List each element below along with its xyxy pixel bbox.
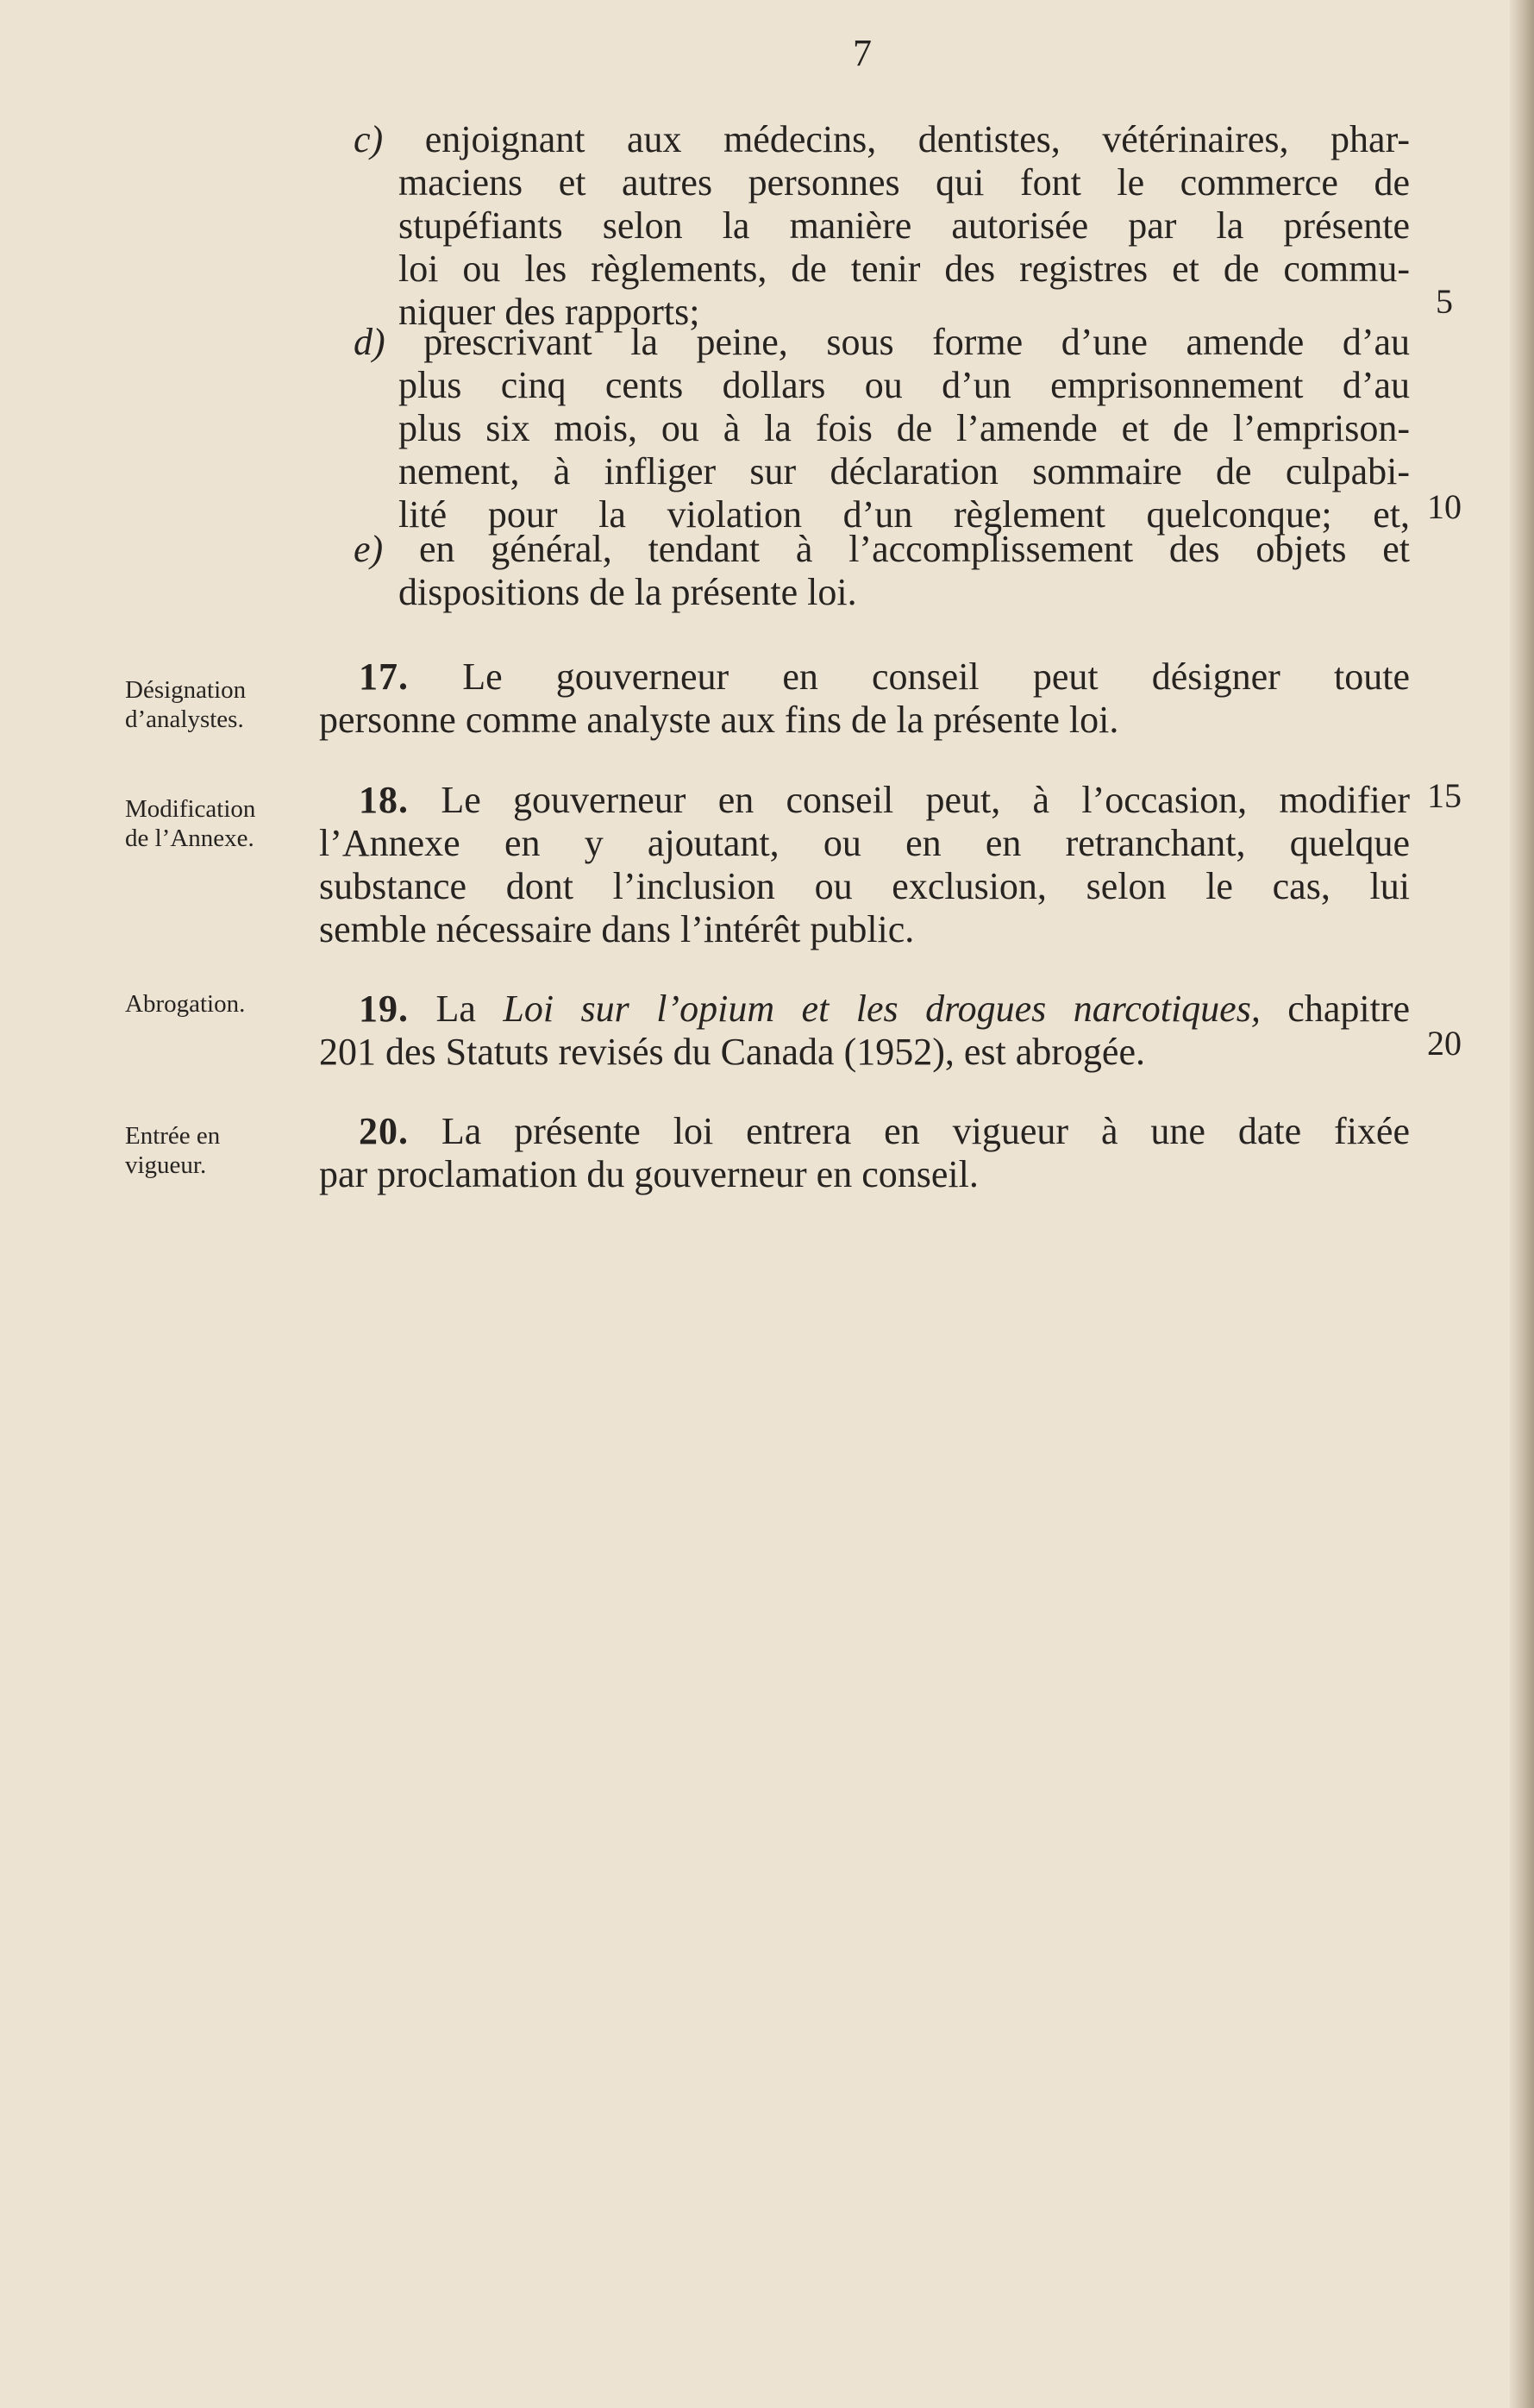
section-number: 17. xyxy=(359,655,409,698)
section-number: 19. xyxy=(359,988,409,1030)
section-line: personne comme analyste aux fins de la présente loi. xyxy=(319,699,1119,741)
clause-line: enjoignant aux médecins, dentistes, vétérinaires, phar- xyxy=(424,118,1410,160)
section-line: l’Annexe en y ajoutant, ou en en retranchant, quelque xyxy=(319,822,1410,864)
section-line: La xyxy=(435,988,504,1030)
clause-line: prescrivant la peine, sous forme d’une amende d’au xyxy=(423,321,1410,363)
clause-line: en général, tendant à l’accomplissement des objets et xyxy=(418,528,1410,570)
line-number: 20 xyxy=(1427,1024,1462,1063)
clause-line: dispositions de la présente loi. xyxy=(398,571,857,613)
section-line: La présente loi entrera en vigueur à une date fixée xyxy=(441,1110,1410,1152)
clause-line: maciens et autres personnes qui font le commerce de xyxy=(398,161,1410,204)
clause-line: niquer des rapports; xyxy=(398,291,700,333)
margin-note-20: Entrée en vigueur. xyxy=(125,1122,221,1179)
page-edge xyxy=(1510,0,1534,2408)
clause-line: nement, à infliger sur déclaration sommaire de culpabi- xyxy=(398,450,1410,492)
section-line: chapitre xyxy=(1260,988,1410,1030)
clause-e-body xyxy=(398,571,1410,614)
section-number: 20. xyxy=(359,1110,409,1152)
law-title: Loi sur l’opium et les drogues narcotiques, xyxy=(503,988,1261,1030)
line-number: 5 xyxy=(1436,282,1453,321)
margin-note-18: Modification de l’Annexe. xyxy=(125,795,256,852)
clause-line: stupéfiants selon la manière autorisée par la présente xyxy=(398,204,1410,247)
section-line: substance dont l’inclusion ou exclusion, selon le cas, lui xyxy=(319,865,1410,907)
margin-note-19: Abrogation. xyxy=(125,990,246,1018)
clause-c-body xyxy=(398,161,1410,334)
section-line: Le gouverneur en conseil peut désigner toute xyxy=(462,655,1410,698)
section-17 xyxy=(319,655,1410,742)
page-number: 7 xyxy=(853,32,872,74)
clause-d-body xyxy=(398,364,1410,536)
line-number: 10 xyxy=(1427,487,1462,526)
margin-note-17: Désignation d’analystes. xyxy=(125,676,247,733)
section-number: 18. xyxy=(359,779,409,821)
clause-label: c) xyxy=(354,118,384,160)
section-line: 201 des Statuts revisés du Canada (1952), est abrogée. xyxy=(319,1031,1145,1073)
section-20 xyxy=(319,1110,1410,1196)
section-18 xyxy=(319,779,1410,951)
clause-line: loi ou les règlements, de tenir des registres et de commu- xyxy=(398,248,1410,290)
clause-line: plus cinq cents dollars ou d’un emprisonnement d’au xyxy=(398,364,1410,406)
clause-line: lité pour la violation d’un règlement quelconque; et, xyxy=(398,493,1410,536)
clause-line: plus six mois, ou à la fois de l’amende et de l’emprison- xyxy=(398,407,1410,449)
section-line: Le gouverneur en conseil peut, à l’occasion, modifier xyxy=(441,779,1410,821)
clause-e xyxy=(354,528,1410,571)
line-number: 15 xyxy=(1427,776,1462,815)
clause-label: d) xyxy=(354,321,385,363)
section-19 xyxy=(319,988,1410,1074)
clause-label: e) xyxy=(354,528,384,570)
section-line: semble nécessaire dans l’intérêt public. xyxy=(319,908,915,950)
section-line: par proclamation du gouverneur en conseil. xyxy=(319,1153,979,1195)
clause-d xyxy=(354,321,1410,364)
